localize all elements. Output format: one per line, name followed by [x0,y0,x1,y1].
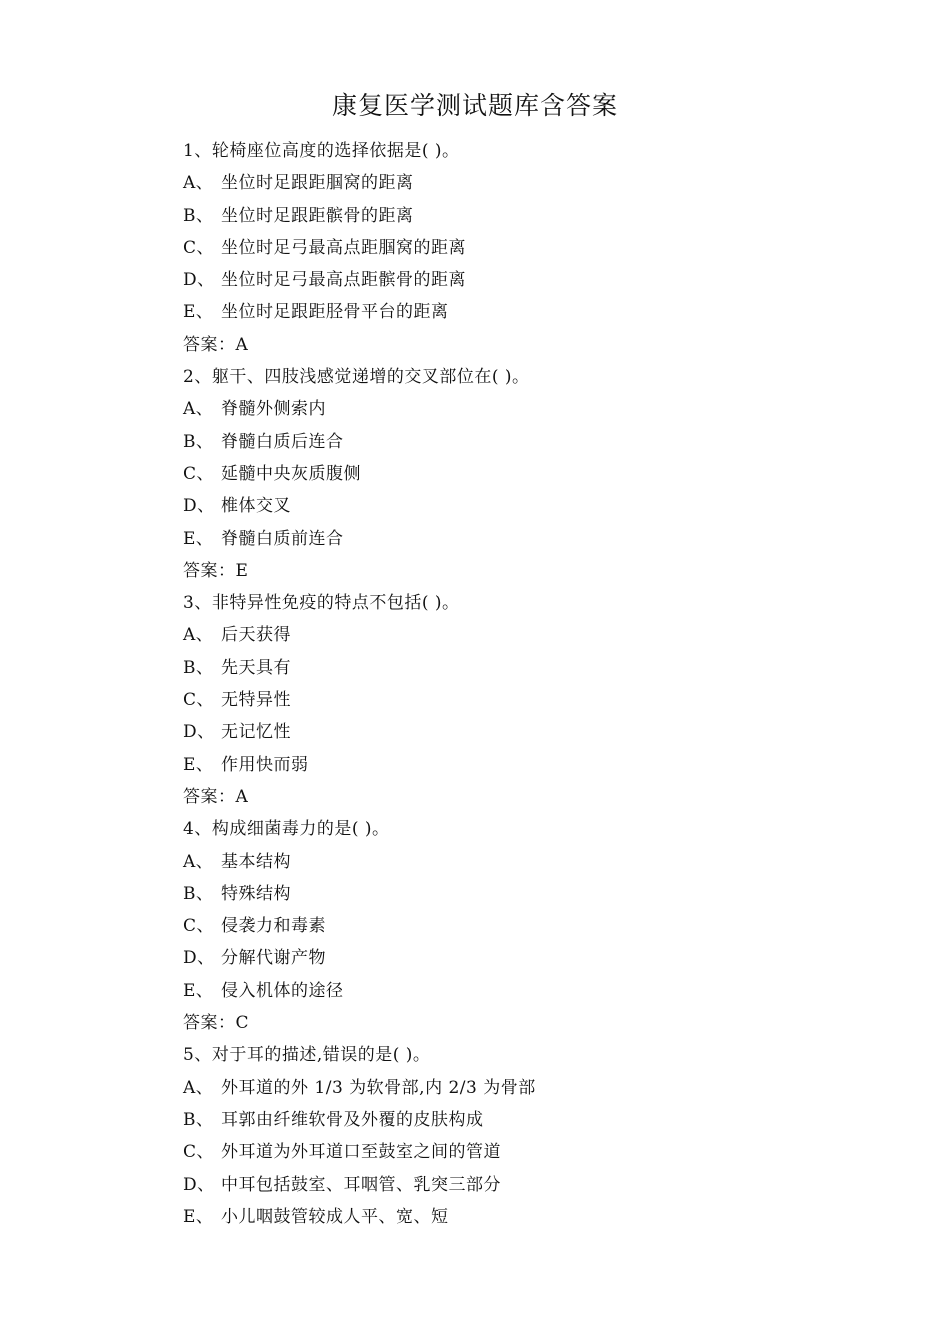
question-text: 3、非特异性免疫的特点不包括( )。 [183,593,460,614]
option-letter: A、 [183,625,214,646]
option-row [183,749,883,781]
option-letter: A、 [183,399,214,420]
option-text: 侵入机体的途径 [221,980,344,1001]
answer-line [183,1007,883,1039]
answer-prefix: 答案： [183,560,236,581]
option-text: 特殊结构 [221,883,291,904]
option-text: 分解代谢产物 [221,948,326,969]
option-row [183,619,883,651]
answer-prefix: 答案： [183,334,236,355]
option-text: 脊髓白质前连合 [221,528,344,549]
option-text: 侵袭力和毒素 [221,916,326,937]
question-text: 5、对于耳的描述,错误的是( )。 [183,1045,431,1066]
option-letter: A、 [183,173,214,194]
option-letter: D、 [183,948,215,969]
option-row [183,846,883,878]
option-text: 无特异性 [221,690,291,711]
option-text: 先天具有 [221,657,291,678]
option-letter: A、 [183,1077,214,1098]
option-row [183,523,883,555]
option-text: 无记忆性 [221,722,291,743]
option-row [183,942,883,974]
option-letter: E、 [183,754,214,775]
option-letter: C、 [183,916,215,937]
option-text: 耳郭由纤维软骨及外覆的皮肤构成 [221,1109,484,1130]
option-text: 后天获得 [221,625,291,646]
option-text: 椎体交叉 [221,496,291,517]
option-row [183,1201,883,1233]
option-row [183,200,883,232]
option-text: 延髓中央灰质腹侧 [221,463,361,484]
question-list [183,135,883,1233]
answer-prefix: 答案： [183,786,236,807]
option-text: 作用快而弱 [221,754,309,775]
option-text: 基本结构 [221,851,291,872]
option-row [183,652,883,684]
option-letter: D、 [183,1174,215,1195]
option-row [183,426,883,458]
option-row [183,167,883,199]
option-text: 外耳道为外耳道口至鼓室之间的管道 [221,1142,501,1163]
option-row [183,232,883,264]
option-text: 坐位时足跟距胫骨平台的距离 [221,302,449,323]
answer-value: A [235,334,249,355]
option-letter: E、 [183,980,214,1001]
option-letter: B、 [183,883,214,904]
option-text: 脊髓外侧索内 [221,399,326,420]
option-row [183,1136,883,1168]
option-letter: C、 [183,690,215,711]
option-text: 中耳包括鼓室、耳咽管、乳突三部分 [221,1174,501,1195]
question-text: 1、轮椅座位高度的选择依据是( )。 [183,141,460,161]
option-letter: C、 [183,1142,215,1163]
answer-line [183,555,883,587]
option-text: 坐位时足弓最高点距髌骨的距离 [221,270,466,291]
answer-prefix: 答案： [183,1013,236,1034]
option-text: 坐位时足跟距髌骨的距离 [221,205,414,226]
option-letter: D、 [183,722,215,743]
option-row [183,1072,883,1104]
answer-value: E [235,560,249,581]
option-text: 脊髓白质后连合 [221,431,344,452]
option-row [183,878,883,910]
option-row [183,393,883,425]
option-letter: E、 [183,302,214,323]
option-letter: B、 [183,205,214,226]
option-row [183,716,883,748]
option-text: 外耳道的外 1/3 为软骨部,内 2/3 为骨部 [221,1077,536,1098]
option-row [183,296,883,328]
option-letter: A、 [183,851,214,872]
option-letter: B、 [183,657,214,678]
option-text: 小儿咽鼓管较成人平、宽、短 [221,1206,449,1227]
option-letter: E、 [183,528,214,549]
answer-line [183,781,883,813]
option-row [183,1169,883,1201]
option-letter: E、 [183,1206,214,1227]
option-row [183,975,883,1007]
option-letter: C、 [183,463,215,484]
option-letter: B、 [183,431,214,452]
option-letter: B、 [183,1109,214,1130]
option-letter: C、 [183,237,215,258]
option-row [183,910,883,942]
option-row [183,458,883,490]
option-row [183,264,883,296]
document-title: 康复医学测试题库含答案 [331,91,618,120]
answer-line [183,329,883,361]
question-text: 2、躯干、四肢浅感觉递增的交叉部位在( )。 [183,367,530,388]
option-letter: D、 [183,270,215,291]
option-letter: D、 [183,496,215,517]
option-row [183,684,883,716]
option-text: 坐位时足弓最高点距腘窝的距离 [221,237,466,258]
answer-value: A [235,786,249,807]
option-text: 坐位时足跟距腘窝的距离 [221,173,414,194]
option-row [183,490,883,522]
question-text: 4、构成细菌毒力的是( )。 [183,819,390,840]
answer-value: C [235,1013,250,1034]
option-row [183,1104,883,1136]
